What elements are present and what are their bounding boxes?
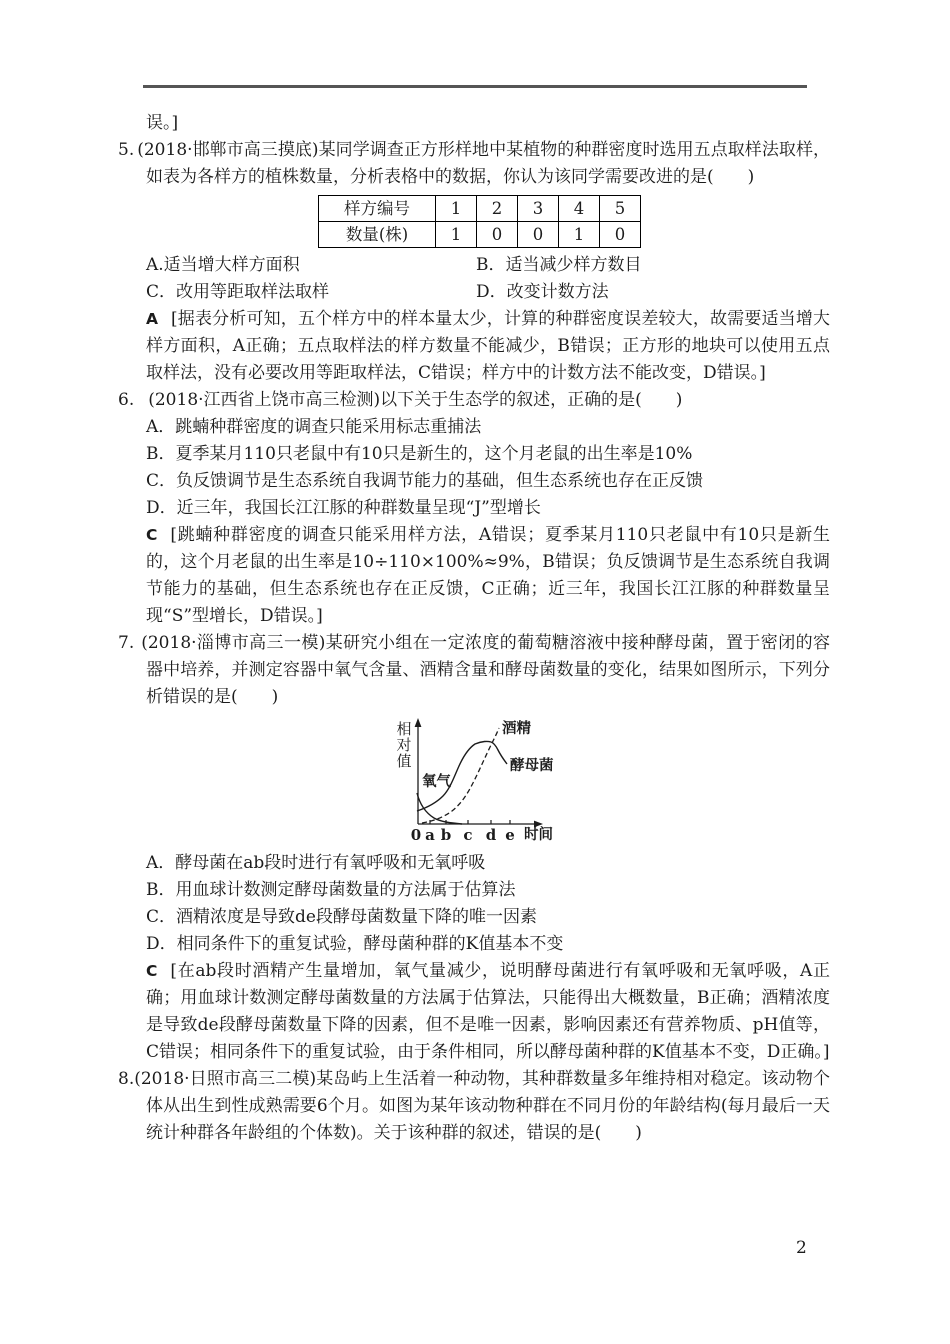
question-8-stem (118, 1066, 830, 1147)
previous-answer-tail: 误。] (146, 113, 179, 133)
question-8-number: 8. (118, 1069, 135, 1089)
question-7-figure (396, 713, 586, 845)
table-row-header: 样方编号 (319, 196, 436, 222)
question-5-sample-table (318, 195, 641, 248)
option-7-d: D．相同条件下的重复试验，酵母菌种群的K值基本不变 (146, 934, 564, 954)
option-7-c: C．酒精浓度是导致de段酵母菌数量下降的唯一因素 (146, 907, 537, 927)
answer-explanation: [在ab段时酒精产生量增加，氧气量减少，说明酵母菌进行有氧呼吸和无氧呼吸，A正确；用血球计数测定酵母菌数量的方法属于估算法，只能得出大概数量，B正确；酒精浓度是导致de段酵母菌数量下降的因素，但不是唯一因素，影响因素还有营养物质、pH值等，C错误；相同条件下的重复试验，由于条件相同，所以酵母菌种群的K值基本不变，D正确。] (146, 961, 830, 1062)
alcohol-label: 酒精 (502, 720, 531, 737)
option-6-d: D．近三年，我国长江江豚的种群数量呈现“J”型增长 (146, 498, 541, 518)
y-axis-arrow-icon (415, 718, 422, 727)
figure-x-axis-label: 时间 (524, 826, 553, 843)
table-cell: 4 (559, 196, 600, 222)
tick-label-c: c (463, 826, 473, 844)
question-5-answer (146, 306, 830, 387)
question-6-stem (118, 387, 830, 414)
table-cell: 1 (436, 196, 477, 222)
question-6-answer (146, 522, 830, 630)
answer-explanation: [跳蝻种群密度的调查只能采用样方法，A错误；夏季某月110只老鼠中有10只是新生的，这个月老鼠的出生率是10÷110×100%≈9%，B错误；负反馈调节是生态系统自我调节能力的基础，但生态系统也存在正反馈，C正确；近三年，我国长江江豚的种群数量呈现“S”型增长，D错误。] (146, 525, 830, 626)
page-content (118, 110, 830, 1147)
table-row (319, 196, 641, 222)
question-7-stem (118, 630, 830, 711)
oxygen-label: 氧气 (422, 773, 451, 790)
option-7-b: B．用血球计数测定酵母菌数量的方法属于估算法 (146, 880, 516, 900)
question-5-options-row-1 (146, 252, 830, 279)
option-5-a: A.适当增大样方面积 (146, 255, 300, 275)
question-7-number: 7. (118, 633, 135, 653)
answer-letter: A (146, 310, 158, 328)
answer-letter: C (146, 962, 158, 980)
tick-label-a: a (425, 826, 435, 844)
answer-explanation: [据表分析可知，五个样方中的样本量太少，计算的种群密度误差较大，故需要适当增大样方面积，A正确；五点取样法的样方数量不能减少，B错误；正方形的地块可以使用五点取样法，没有必要改用等距取样法，C错误；样方中的计数方法不能改变，D错误。] (146, 309, 830, 383)
yeast-growth-chart (396, 713, 586, 845)
question-6-number: 6. (118, 390, 135, 410)
table-cell: 1 (436, 222, 477, 248)
table-cell: 0 (600, 222, 641, 248)
figure-y-axis-label: 相对值 (396, 720, 412, 770)
question-5-text: (2018·邯郸市高三摸底)某同学调查正方形样地中某植物的种群密度时选用五点取样法取样，如表为各样方的植株数量，分析表格中的数据，你认为该同学需要改进的是( ) (137, 140, 830, 187)
tick-label-0: 0 (410, 826, 422, 844)
header-rule (143, 85, 807, 88)
question-7-answer (146, 958, 830, 1066)
tick-label-e: e (505, 826, 515, 844)
table-cell: 0 (477, 222, 518, 248)
option-6-a: A．跳蝻种群密度的调查只能采用标志重捕法 (146, 417, 482, 437)
question-6-text: (2018·江西省上饶市高三检测)以下关于生态学的叙述，正确的是( ) (148, 390, 683, 410)
question-5-stem (118, 137, 830, 191)
option-6-c: C．负反馈调节是生态系统自我调节能力的基础，但生态系统也存在正反馈 (146, 471, 704, 491)
option-7-a: A．酵母菌在ab段时进行有氧呼吸和无氧呼吸 (146, 853, 486, 873)
table-cell: 1 (559, 222, 600, 248)
option-6-b: B．夏季某月110只老鼠中有10只是新生的，这个月老鼠的出生率是10% (146, 444, 693, 464)
table-row-header: 数量(株) (319, 222, 436, 248)
table-cell: 3 (518, 196, 559, 222)
question-7-text: (2018·淄博市高三一模)某研究小组在一定浓度的葡萄糖溶液中接种酵母菌，置于密闭的容器中培养，并测定容器中氧气含量、酒精含量和酵母菌数量的变化，结果如图所示，下列分析错误的是( ) (141, 633, 830, 707)
question-8-text: (2018·日照市高三二模)某岛屿上生活着一种动物，其种群数量多年维持相对稳定。该动物个体从出生到性成熟需要6个月。如图为某年该动物种群在不同月份的年龄结构(每月最后一天统计种群各年龄组的个体数)。关于该种群的叙述，错误的是( ) (134, 1069, 830, 1143)
question-5-number: 5. (118, 140, 135, 160)
answer-letter: C (146, 526, 158, 544)
yeast-label: 酵母菌 (510, 757, 554, 774)
table-row (319, 222, 641, 248)
page-number: 2 (796, 1238, 807, 1258)
option-5-c: C．改用等距取样法取样 (146, 282, 330, 302)
option-5-b: B．适当减少样方数目 (476, 255, 642, 275)
tick-label-b: b (440, 826, 452, 844)
question-5-options-row-2 (146, 279, 830, 306)
table-cell: 2 (477, 196, 518, 222)
table-cell: 5 (600, 196, 641, 222)
option-5-d: D．改变计数方法 (476, 282, 609, 302)
table-cell: 0 (518, 222, 559, 248)
tick-label-d: d (485, 826, 497, 844)
